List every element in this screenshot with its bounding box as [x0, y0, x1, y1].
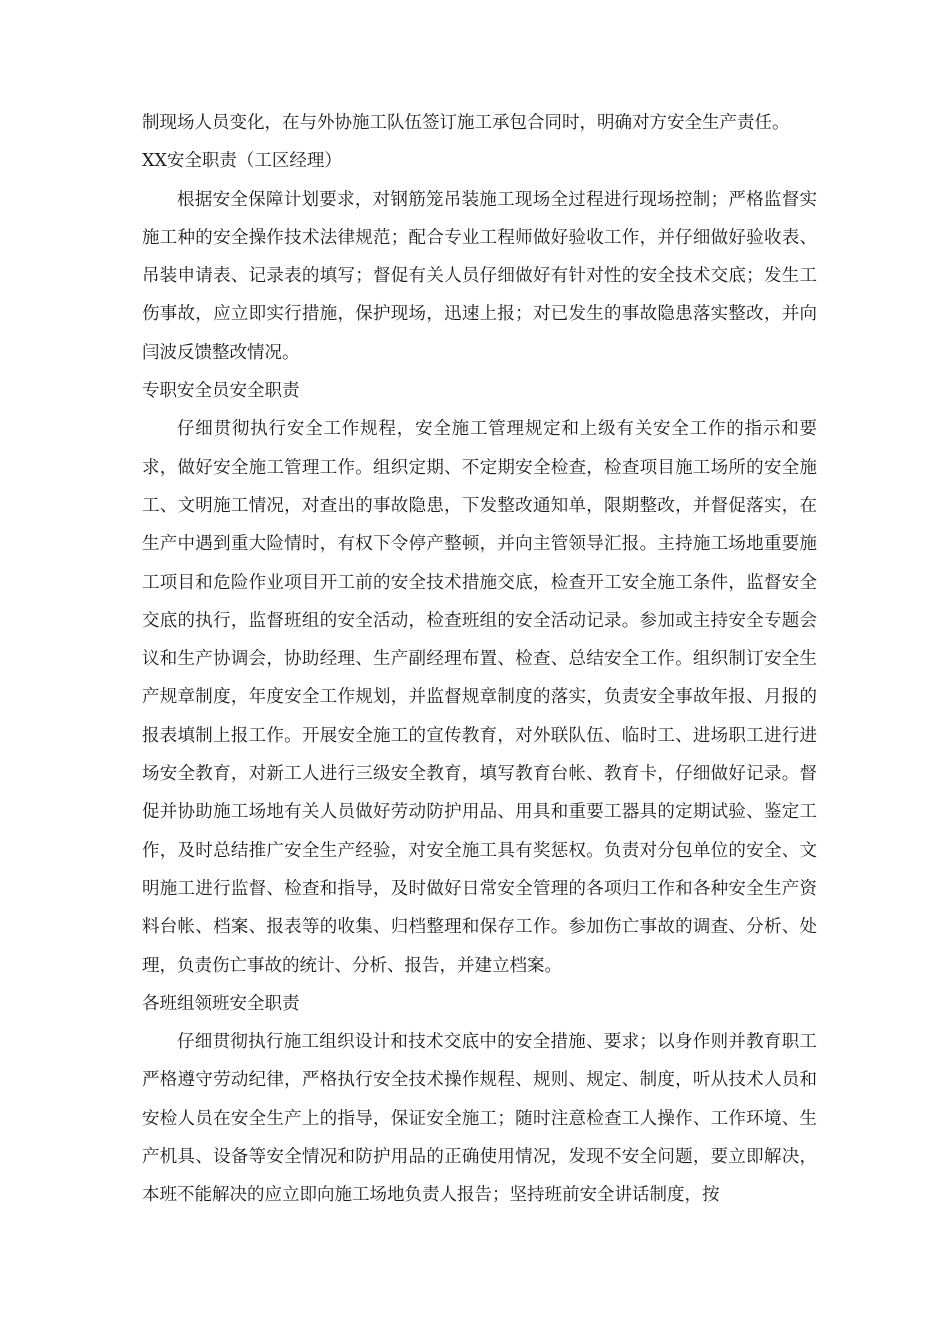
- section-heading-area-manager: XX安全职责（工区经理）: [142, 151, 342, 172]
- document-body: [142, 104, 817, 1215]
- section-heading-safety-officer: 专职安全员安全职责: [142, 381, 300, 402]
- paragraph-team-leader-duties: 仔细贯彻执行施工组织设计和技术交底中的安全措施、要求；以身作则并教育职工严格遵守劳动纪律，严格执行安全技术操作规程、规则、规定、制度，听从技术人员和安检人员在安全生产上的指导，保证安全施工；随时注意检查工人操作、工作环境、生产机具、设备等安全情况和防护用品的正确使用情况，发现不安全问题，要立即解决，本班不能解决的应立即向施工场地负责人报告；坚持班前安全讲话制度，按: [142, 1032, 817, 1206]
- section-heading-team-leader: 各班组领班安全职责: [142, 993, 300, 1014]
- paragraph-safety-officer-duties: 仔细贯彻执行安全工作规程，安全施工管理规定和上级有关安全工作的指示和要求，做好安全施工管理工作。组织定期、不定期安全检查，检查项目施工场所的安全施工、文明施工情况，对查出的事故隐患，下发整改通知单，限期整改，并督促落实，在生产中遇到重大险情时，有权下令停产整顿，并向主管领导汇报。主持施工场地重要施工项目和危险作业项目开工前的安全技术措施交底，检查开工安全施工条件，监督安全交底的执行，监督班组的安全活动，检查班组的安全活动记录。参加或主持安全专题会议和生产协调会，协助经理、生产副经理布置、检查、总结安全工作。组织制订安全生产规章制度，年度安全工作规划，并监督规章制度的落实，负责安全事故年报、月报的报表填制上报工作。开展安全施工的宣传教育，对外联队伍、临时工、进场职工进行进场安全教育，对新工人进行三级安全教育，填写教育台帐、教育卡，仔细做好记录。督促并协助施工场地有关人员做好劳动防护用品、用具和重要工器具的定期试验、鉴定工作，及时总结推广安全生产经验，对安全施工具有奖惩权。负责对分包单位的安全、文明施工进行监督、检查和指导，及时做好日常安全管理的各项归工作和各种安全生产资料台帐、档案、报表等的收集、归档整理和保存工作。参加伤亡事故的调查、分析、处理，负责伤亡事故的统计、分析、报告，并建立档案。: [142, 419, 817, 976]
- paragraph-continued: 制现场人员变化，在与外协施工队伍签订施工承包合同时，明确对方安全生产责任。: [142, 113, 790, 133]
- paragraph-area-manager-duties: 根据安全保障计划要求，对钢筋笼吊装施工现场全过程进行现场控制；严格监督实施工种的安全操作技术法律规范；配合专业工程师做好验收工作，并仔细做好验收表、吊装申请表、记录表的填写；督促有关人员仔细做好有针对性的安全技术交底；发生工伤事故，应立即实行措施，保护现场，迅速上报；对已发生的事故隐患落实整改，并向闫波反馈整改情况。: [142, 189, 817, 363]
